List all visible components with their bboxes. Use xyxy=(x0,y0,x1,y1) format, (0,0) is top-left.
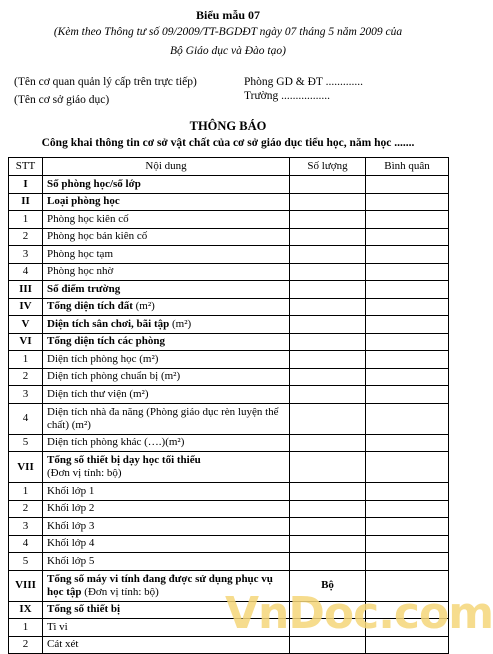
row-stt: II xyxy=(9,193,43,211)
col-header-stt: STT xyxy=(9,158,43,176)
row-avg xyxy=(366,500,449,518)
row-content xyxy=(43,281,290,299)
row-avg xyxy=(366,316,449,334)
row-avg xyxy=(366,386,449,404)
row-avg xyxy=(366,351,449,369)
col-header-avg: Bình quân xyxy=(366,158,449,176)
table-row xyxy=(9,193,449,211)
row-stt: IX xyxy=(9,601,43,619)
row-avg xyxy=(366,176,449,194)
row-stt: 1 xyxy=(9,483,43,501)
row-qty: Bộ xyxy=(290,570,366,601)
row-content-unit: (m²) xyxy=(169,317,192,330)
row-avg xyxy=(366,636,449,654)
row-content xyxy=(43,333,290,351)
row-avg xyxy=(366,263,449,281)
row-content-text: Phòng học kiên cố xyxy=(47,212,129,225)
row-content xyxy=(43,553,290,571)
table-row xyxy=(9,601,449,619)
row-content xyxy=(43,518,290,536)
row-content xyxy=(43,619,290,637)
row-content-text: Diện tích nhà đa năng (Phòng giáo dục rèn luyện thể chất) (m²) xyxy=(47,405,279,431)
row-content-text: Khối lớp 3 xyxy=(47,519,95,532)
header-left-line1: (Tên cơ quan quản lý cấp trên trực tiếp) xyxy=(14,76,197,88)
table-row xyxy=(9,483,449,501)
row-content-unit: (m²) xyxy=(132,300,155,313)
row-content-text: Số phòng học/số lớp xyxy=(47,177,141,190)
table-row xyxy=(9,298,449,316)
row-avg xyxy=(366,518,449,536)
row-stt: 2 xyxy=(9,368,43,386)
facility-table xyxy=(8,157,449,654)
table-row xyxy=(9,386,449,404)
row-content-text: Khối lớp 2 xyxy=(47,502,95,515)
table-row xyxy=(9,403,449,434)
row-content-text: Loại phòng học xyxy=(47,195,120,208)
row-stt: 5 xyxy=(9,434,43,452)
row-content xyxy=(43,228,290,246)
row-stt: IV xyxy=(9,298,43,316)
row-content-text: Tổng số thiết bị xyxy=(47,603,121,616)
row-stt: 5 xyxy=(9,553,43,571)
row-avg xyxy=(366,570,449,601)
row-content-text: Phòng học tạm xyxy=(47,247,113,260)
row-qty xyxy=(290,483,366,501)
row-stt: 4 xyxy=(9,535,43,553)
row-content-text: Diện tích phòng học (m²) xyxy=(47,352,159,365)
row-content xyxy=(43,316,290,334)
row-content xyxy=(43,601,290,619)
row-content xyxy=(43,483,290,501)
row-stt: III xyxy=(9,281,43,299)
row-content xyxy=(43,193,290,211)
row-stt: 2 xyxy=(9,636,43,654)
row-avg xyxy=(366,211,449,229)
row-qty xyxy=(290,500,366,518)
row-qty xyxy=(290,316,366,334)
header-right-line1: Phòng GD & ĐT ............. xyxy=(244,76,363,88)
row-stt: 4 xyxy=(9,403,43,434)
row-avg xyxy=(366,246,449,264)
table-row xyxy=(9,351,449,369)
row-content xyxy=(43,386,290,404)
row-content-text: Phòng học nhờ xyxy=(47,265,114,278)
row-qty xyxy=(290,553,366,571)
row-content-text: Diện tích sân chơi, bãi tập xyxy=(47,317,170,330)
table-row xyxy=(9,553,449,571)
row-avg xyxy=(366,452,449,483)
notice-subtitle: Công khai thông tin cơ sở vật chất của cơ sở giáo dục tiểu học, năm học ....... xyxy=(41,137,415,149)
row-content xyxy=(43,211,290,229)
row-qty xyxy=(290,601,366,619)
row-stt: 2 xyxy=(9,228,43,246)
row-content-text: Cát xét xyxy=(47,638,79,651)
row-avg xyxy=(366,601,449,619)
row-content-text: Tổng số thiết bị dạy học tối thiểu xyxy=(47,454,201,466)
row-qty xyxy=(290,211,366,229)
row-qty xyxy=(290,368,366,386)
row-stt: VII xyxy=(9,452,43,483)
row-qty xyxy=(290,351,366,369)
row-content-text: Số điểm trường xyxy=(47,282,121,295)
row-content-text: Diện tích phòng chuẩn bị (m²) xyxy=(47,370,181,383)
row-stt: 3 xyxy=(9,246,43,264)
row-content-unit: (Đơn vị tính: bộ) xyxy=(47,467,122,479)
row-avg xyxy=(366,193,449,211)
table-row xyxy=(9,535,449,553)
row-content-text: Diện tích phòng khác (….)(m²) xyxy=(47,436,185,449)
header-right-line2: Trường ................. xyxy=(244,90,331,102)
table-row xyxy=(9,570,449,601)
table-row xyxy=(9,176,449,194)
table-row xyxy=(9,211,449,229)
row-avg xyxy=(366,403,449,434)
form-title: Biểu mẫu 07 xyxy=(195,8,260,22)
table-row xyxy=(9,263,449,281)
row-content-text: Khối lớp 4 xyxy=(47,537,95,550)
row-avg xyxy=(366,535,449,553)
row-stt: I xyxy=(9,176,43,194)
row-content-text: Tổng diện tích đất xyxy=(47,300,133,313)
row-stt: 1 xyxy=(9,619,43,637)
form-subtitle-line2: Bộ Giáo dục và Đào tạo) xyxy=(170,45,286,57)
row-avg xyxy=(366,553,449,571)
row-stt: V xyxy=(9,316,43,334)
row-content-text: Tổng số máy vi tính đang được sử dụng phục vụ học tập xyxy=(47,572,273,598)
row-stt: VI xyxy=(9,333,43,351)
notice-title: THÔNG BÁO xyxy=(189,119,267,133)
table-row xyxy=(9,636,449,654)
row-content xyxy=(43,535,290,553)
row-content-text: Diện tích thư viện (m²) xyxy=(47,387,149,400)
row-avg xyxy=(366,333,449,351)
row-avg xyxy=(366,281,449,299)
table-row xyxy=(9,316,449,334)
table-body xyxy=(9,176,449,654)
table-row xyxy=(9,434,449,452)
table-row xyxy=(9,246,449,264)
table-row xyxy=(9,500,449,518)
row-qty xyxy=(290,333,366,351)
row-avg xyxy=(366,434,449,452)
row-content xyxy=(43,246,290,264)
row-content-text: Ti vi xyxy=(47,620,68,633)
header-left-line2: (Tên cơ sở giáo dục) xyxy=(14,94,110,106)
row-qty xyxy=(290,434,366,452)
row-avg xyxy=(366,228,449,246)
row-stt: 3 xyxy=(9,518,43,536)
table-row xyxy=(9,333,449,351)
row-qty xyxy=(290,386,366,404)
row-qty xyxy=(290,403,366,434)
row-qty xyxy=(290,298,366,316)
row-content xyxy=(43,298,290,316)
table-row xyxy=(9,281,449,299)
row-avg xyxy=(366,368,449,386)
row-content xyxy=(43,636,290,654)
row-content-text: Tổng diện tích các phòng xyxy=(47,335,165,348)
row-content xyxy=(43,434,290,452)
row-stt: 4 xyxy=(9,263,43,281)
row-qty xyxy=(290,263,366,281)
row-stt: 1 xyxy=(9,351,43,369)
row-content xyxy=(43,176,290,194)
table-row xyxy=(9,452,449,483)
col-header-content: Nội dung xyxy=(43,158,290,176)
watermark-logo: VnDoc.com xyxy=(225,588,493,639)
row-stt: 2 xyxy=(9,500,43,518)
row-qty xyxy=(290,518,366,536)
row-content-text: Khối lớp 1 xyxy=(47,484,95,497)
row-content-text: Phòng học bán kiên cố xyxy=(47,230,148,243)
row-content xyxy=(43,452,290,483)
row-content-unit: (Đơn vị tính: bộ) xyxy=(81,585,159,598)
row-content xyxy=(43,570,290,601)
row-avg xyxy=(366,298,449,316)
row-qty xyxy=(290,281,366,299)
row-content xyxy=(43,351,290,369)
row-content xyxy=(43,263,290,281)
form-subtitle-line1: (Kèm theo Thông tư số 09/2009/TT-BGDĐT ngày 07 tháng 5 năm 2009 của xyxy=(53,26,403,38)
table-row xyxy=(9,619,449,637)
table-row xyxy=(9,368,449,386)
row-qty xyxy=(290,228,366,246)
row-avg xyxy=(366,483,449,501)
row-content xyxy=(43,500,290,518)
col-header-qty: Số lượng xyxy=(290,158,366,176)
row-qty xyxy=(290,535,366,553)
row-content xyxy=(43,368,290,386)
row-qty xyxy=(290,246,366,264)
row-content-text: Khối lớp 5 xyxy=(47,554,95,567)
row-stt: VIII xyxy=(9,570,43,601)
row-content xyxy=(43,403,290,434)
row-qty xyxy=(290,193,366,211)
row-qty xyxy=(290,452,366,483)
table-row xyxy=(9,228,449,246)
table-header-row xyxy=(9,158,449,176)
table-row xyxy=(9,518,449,536)
row-qty xyxy=(290,636,366,654)
row-stt: 1 xyxy=(9,211,43,229)
row-stt: 3 xyxy=(9,386,43,404)
row-avg xyxy=(366,619,449,637)
row-qty xyxy=(290,619,366,637)
row-qty xyxy=(290,176,366,194)
